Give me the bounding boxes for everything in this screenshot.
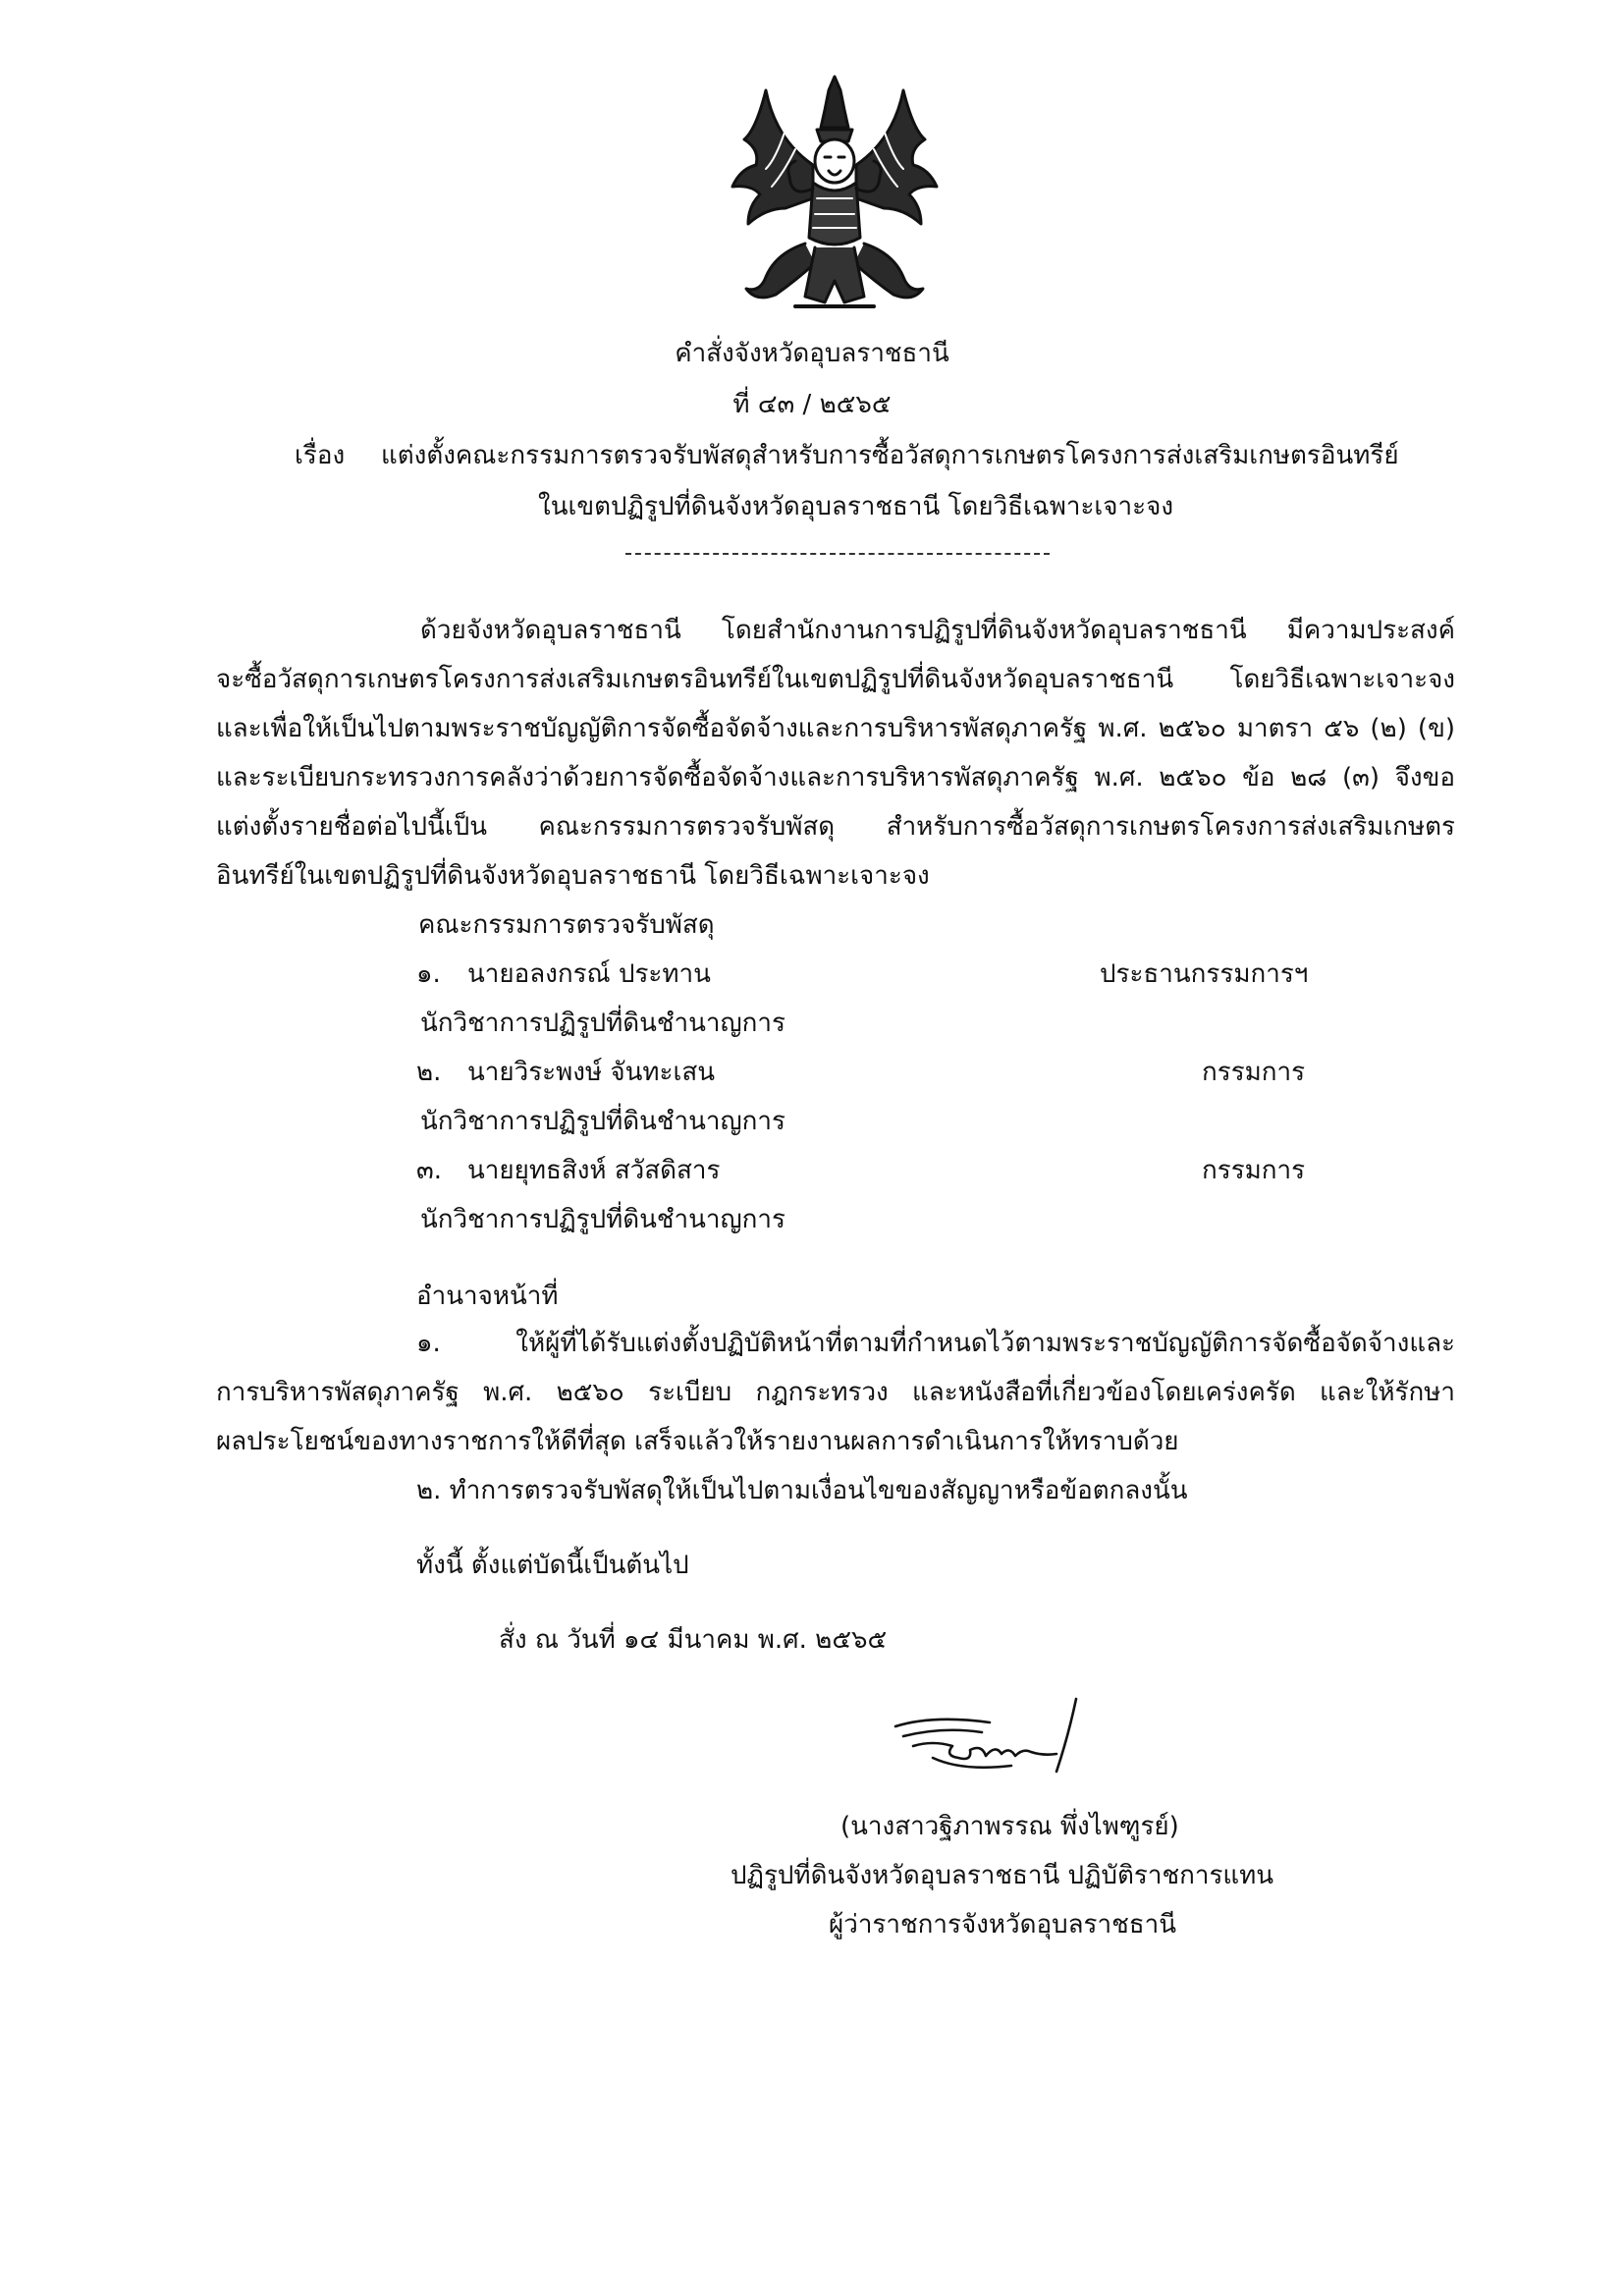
- member-position: นักวิชาการปฏิรูปที่ดินชำนาญการ: [420, 1009, 785, 1038]
- paragraph-line-6: อินทรีย์ในเขตปฏิรูปที่ดินจังหวัดอุบลราชธานี โดยวิธีเฉพาะเจาะจง: [216, 861, 930, 891]
- duty-2: ๒. ทำการตรวจรับพัสดุให้เป็นไปตามเงื่อนไขของสัญญาหรือข้อตกลงนั้น: [416, 1476, 1188, 1505]
- member-name: นายยุทธสิงห์ สวัสดิสาร: [467, 1156, 721, 1185]
- duty-1-line-2: การบริหารพัสดุภาครัฐ พ.ศ. ๒๕๖๐ ระเบียบ กฎกระทรวง และหนังสือที่เกี่ยวข้องโดยเคร่งครัด และให้รักษา: [216, 1378, 1455, 1407]
- signatory-title-2: ผู้ว่าราชการจังหวัดอุบลราชธานี: [829, 1910, 1177, 1939]
- member-name: นายวิระพงษ์ จันทะเสน: [467, 1058, 716, 1087]
- order-number: ที่ ๔๓ / ๒๕๖๕: [732, 390, 892, 419]
- duty-1-line-1: ๑. ให้ผู้ที่ได้รับแต่งตั้งปฏิบัติหน้าที่ตามที่กำหนดไว้ตามพระราชบัญญัติการจัดซื้อจัดจ้างและ: [416, 1329, 1455, 1358]
- handwritten-signature-icon: [874, 1697, 1110, 1785]
- member-position: นักวิชาการปฏิรูปที่ดินชำนาญการ: [420, 1107, 785, 1136]
- subject-label: เรื่อง: [295, 441, 346, 470]
- paragraph-line-1: ด้วยจังหวัดอุบลราชธานี โดยสำนักงานการปฏิรูปที่ดินจังหวัดอุบลราชธานี มีความประสงค์: [420, 616, 1455, 645]
- committee-heading: คณะกรรมการตรวจรับพัสดุ: [418, 910, 715, 940]
- subject-line-2: ในเขตปฏิรูปที่ดินจังหวัดอุบลราชธานี โดยวิธีเฉพาะเจาะจง: [538, 492, 1174, 521]
- signatory-title-1: ปฏิรูปที่ดินจังหวัดอุบลราชธานี ปฏิบัติราชการแทน: [731, 1861, 1274, 1890]
- paragraph-line-4: และระเบียบกระทรวงการคลังว่าด้วยการจัดซื้อจัดจ้างและการบริหารพัสดุภาครัฐ พ.ศ. ๒๕๖๐ ข้อ ๒๘ (๓) จึงขอ: [216, 763, 1455, 792]
- member-role: กรรมการ: [1202, 1058, 1306, 1087]
- member-position: นักวิชาการปฏิรูปที่ดินชำนาญการ: [420, 1205, 785, 1234]
- effective-statement: ทั้งนี้ ตั้งแต่บัดนี้เป็นต้นไป: [416, 1551, 689, 1580]
- garuda-emblem-icon: [727, 71, 943, 324]
- duty-1-line-3: ผลประโยชน์ของทางราชการให้ดีที่สุด เสร็จแล้วให้รายงานผลการดำเนินการให้ทราบด้วย: [216, 1427, 1179, 1456]
- order-title: คำสั่งจังหวัดอุบลราชธานี: [675, 339, 949, 368]
- paragraph-line-2: จะซื้อวัสดุการเกษตรโครงการส่งเสริมเกษตรอินทรีย์ในเขตปฏิรูปที่ดินจังหวัดอุบลราชธานี โดยวิธีเฉพาะเจาะจง: [216, 665, 1455, 694]
- member-name: นายอลงกรณ์ ประทาน: [467, 959, 711, 989]
- member-number: ๑.: [416, 959, 441, 989]
- signatory-name: (นางสาวฐิภาพรรณ พึ่งไพฑูรย์): [840, 1812, 1179, 1841]
- member-number: ๓.: [416, 1156, 443, 1185]
- subject-line-1: แต่งตั้งคณะกรรมการตรวจรับพัสดุสำหรับการซื้อวัสดุการเกษตรโครงการส่งเสริมเกษตรอินทรีย์: [381, 441, 1399, 470]
- paragraph-line-5: แต่งตั้งรายชื่อต่อไปนี้เป็น คณะกรรมการตรวจรับพัสดุ สำหรับการซื้อวัสดุการเกษตรโครงการส่งเสริมเกษตร: [216, 812, 1455, 842]
- duties-heading: อำนาจหน้าที่: [416, 1282, 559, 1311]
- order-date: สั่ง ณ วันที่ ๑๔ มีนาคม พ.ศ. ๒๕๖๕: [499, 1625, 888, 1655]
- paragraph-line-3: และเพื่อให้เป็นไปตามพระราชบัญญัติการจัดซื้อจัดจ้างและการบริหารพัสดุภาครัฐ พ.ศ. ๒๕๖๐ มาตรา ๕๖ (๒) (ข): [216, 714, 1455, 743]
- member-role: กรรมการ: [1202, 1156, 1306, 1185]
- member-number: ๒.: [416, 1058, 442, 1087]
- member-role: ประธานกรรมการฯ: [1100, 959, 1309, 989]
- header-divider: [625, 553, 1050, 555]
